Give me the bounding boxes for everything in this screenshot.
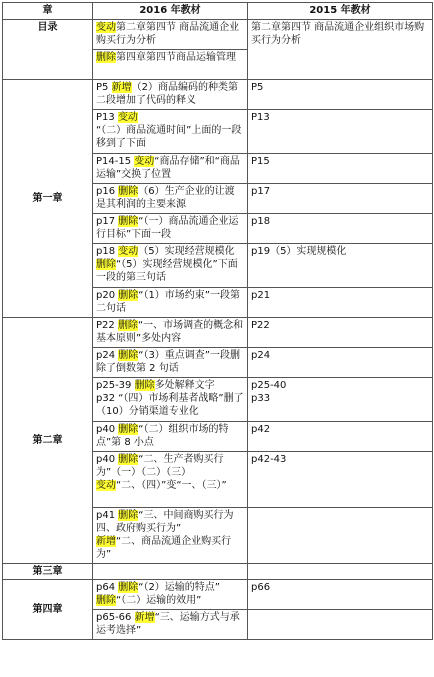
page-ref: p64 [96,582,119,593]
cell-text: “二、商品流通企业购买行为” [96,536,232,560]
cell-text: “二、（四）”变“一、（三）” [116,480,227,491]
page-ref: p40 [96,454,119,465]
page-ref: P22 [96,320,118,331]
cell-text: （6）生产企业的让渡是其利润的主要来源 [96,186,235,210]
table-row [3,80,433,110]
page-ref: p40 [96,424,119,435]
cell-2015: p42-43 [248,452,433,508]
comparison-table [2,2,433,640]
cell-2016 [93,452,248,508]
cell-text: “三、运输方式与承运考选择” [96,612,240,636]
cell-2016 [93,508,248,564]
cell-text: “（3）重点调查”一段删除了倒数第 2 句话 [96,350,240,374]
header-chapter: 章 [3,3,93,20]
tag: 删除 [96,259,116,270]
cell-2016 [93,154,248,184]
cell-2016 [93,184,248,214]
chapter-label: 目录 [3,20,93,80]
tag: 变动 [118,246,139,257]
cell-text: 第四章第四节商品运输管理 [116,52,236,63]
cell-text: “（一）商品流通企业运行目标”下面一段 [96,216,239,240]
tag: 删除 [118,216,139,227]
table-row [3,580,433,610]
header-2016: 2016 年教材 [93,3,248,20]
cell-text: “（1）市场约束”一段第二句话 [96,290,240,314]
cell-2015: P15 [248,154,433,184]
tag: 删除 [118,510,139,521]
tag-delete: 删除 [96,52,116,63]
cell-2016 [93,80,248,110]
chapter-label: 第三章 [3,564,93,580]
header-2015: 2015 年教材 [248,3,433,20]
cell-2016 [93,610,248,640]
tag: 删除 [118,350,139,361]
tag: 删除 [118,582,139,593]
cell-text: “三、中间商购买行为 四、政府购买行为” [96,510,234,534]
tag: 删除 [118,454,139,465]
cell-text: “（二）商品流通时间”上面的一段移到了下面 [96,125,242,149]
cell-text: “（二）组织市场的特点”第 8 小点 [96,424,229,448]
cell-2015: 第二章第四节 商品流通企业组织市场购买行为分析 [248,20,433,80]
cell-2015 [248,378,433,422]
page-ref: p33 [251,393,271,404]
cell-2015: p21 [248,288,433,318]
page-ref: p25-39 [96,380,135,391]
tag-change: 变动 [96,22,116,33]
cell-text: “一、市场调查的概念和基本原则”多处内容 [96,320,244,344]
cell-2016 [93,348,248,378]
page-ref: p24 [96,350,119,361]
cell-2016 [93,318,248,348]
cell-2016 [93,214,248,244]
page-ref: p17 [96,216,119,227]
tag: 删除 [118,424,139,435]
tag: 变动 [96,480,116,491]
tag: 删除 [134,380,155,391]
cell-text: p32 “（四）市场利基者战略”删了（10）分销渠道专业化 [96,393,244,417]
tag: 删除 [118,290,139,301]
cell-2016 [93,110,248,154]
cell-2015: p42 [248,422,433,452]
tag: 新增 [134,612,155,623]
cell-2016 [93,378,248,422]
tag: 删除 [96,595,116,606]
cell-2015 [248,610,433,640]
cell-2016 [93,50,248,80]
chapter-label: 第一章 [3,80,93,318]
cell-2016 [93,244,248,288]
cell-2016 [93,20,248,50]
cell-2015: p19（5）实现规模化 [248,244,433,288]
page-ref: p41 [96,510,119,521]
cell-2015: P13 [248,110,433,154]
cell-2015: p66 [248,580,433,610]
cell-text: “二、生产者购买行为”（一）（二）（三） [96,454,224,478]
tag: 删除 [117,320,138,331]
chapter-label: 第四章 [3,580,93,640]
cell-2015: P5 [248,80,433,110]
cell-2016 [93,580,248,610]
tag: 变动 [117,112,138,123]
page-ref: P14-15 [96,156,135,167]
table-row [3,318,433,348]
cell-2015: p18 [248,214,433,244]
tag: 删除 [118,186,139,197]
cell-2015 [248,564,433,580]
cell-text: “商品存储”和“商品运输”交换了位置 [96,156,240,180]
table-row [3,20,433,50]
cell-text: 多处解释文字 [154,380,215,391]
page-ref: p25-40 [251,380,287,391]
tag: 新增 [96,536,116,547]
cell-2015 [248,508,433,564]
page-ref: p18 [96,246,119,257]
cell-text: “（5）实现经营规模化”下面一段的第三句话 [96,259,238,283]
cell-text: “（二）运输的效用” [116,595,202,606]
cell-2016 [93,288,248,318]
cell-text: （5）实现经营规模化 [138,246,235,257]
cell-text: 第二章第四节 商品流通企业购买行为分析 [96,22,240,46]
tag: 新增 [111,82,132,93]
page-ref: p20 [96,290,119,301]
page-ref: P5 [96,82,112,93]
cell-text: “（2）运输的特点” [138,582,220,593]
chapter-label: 第二章 [3,318,93,564]
page-ref: p65-66 [96,612,135,623]
cell-2016 [93,564,248,580]
cell-2015: p24 [248,348,433,378]
cell-2015: p17 [248,184,433,214]
table-row [3,564,433,580]
header-row [3,3,433,20]
page-ref: p16 [96,186,119,197]
cell-2016 [93,422,248,452]
cell-2015: P22 [248,318,433,348]
cell-text: （2）商品编码的种类第二段增加了代码的释义 [96,82,238,106]
tag: 变动 [134,156,155,167]
page-ref: P13 [96,112,118,123]
